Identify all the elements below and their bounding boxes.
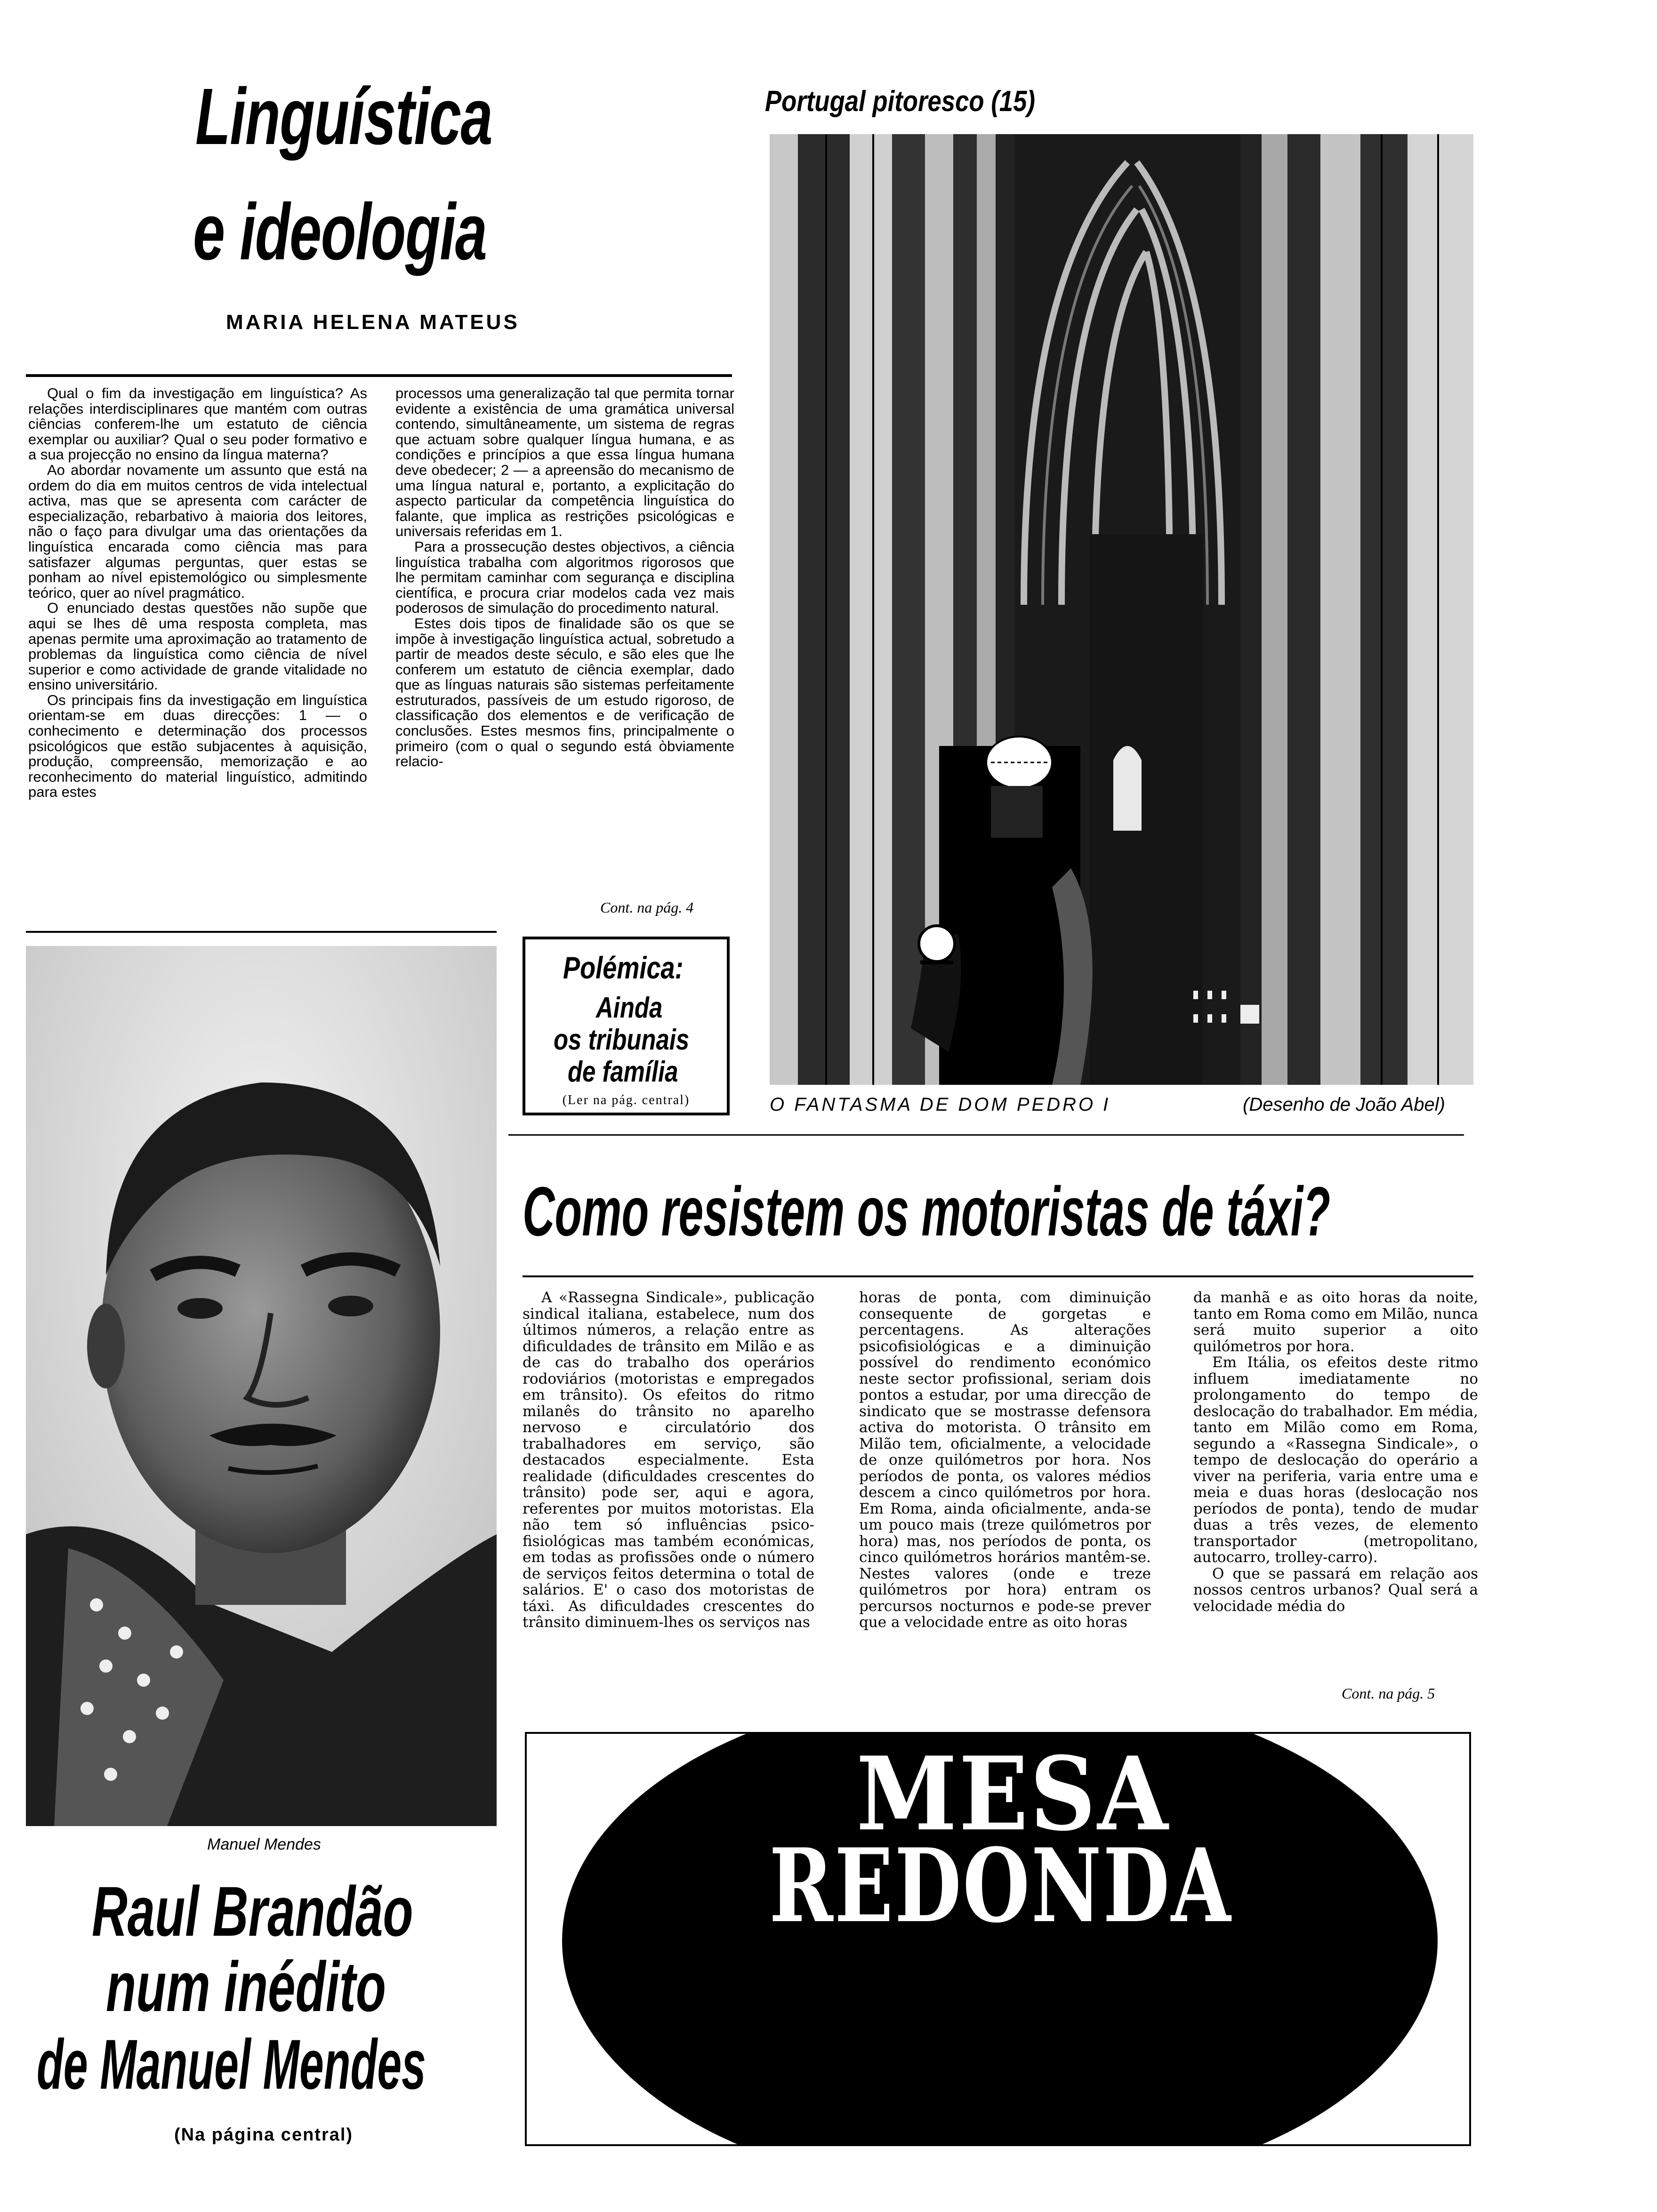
linguistica-column-1	[28, 386, 367, 915]
raul-title-line3: de Manuel Mendes	[37, 2025, 426, 2104]
paragraph: da manhã e as oito horas da noite, tanto em Roma como em Milão, nunca será muito superior a oito quilómetros por hora.	[1193, 1290, 1478, 1355]
polemica-line-3: de família	[568, 1056, 678, 1088]
mesa-redonda-line1: MESA	[856, 1734, 1170, 1853]
linguistica-column-2	[395, 386, 734, 915]
paragraph: horas de ponta, com diminuição consequente de gorgetas e percentagens. As alterações psicofisiológicas e a diminuição possível do rendimento económico neste sector profissional, seriam dois pontos a estudar, por uma direcção de sindicato que se mostrasse defensora activa do motorista. O trânsito em Milão tem, oficialmente, a velocidade de onze quilómetros por hora. Nos períodos de ponta, os valores médios descem a cinco quilómetros por hora. Em Roma, ainda oficialmente, anda-se um pouco mais (treze quilómetros por hora) mas, nos períodos de ponta, os cinco quilómetros horários mantêm-se. Nestes valores (onde e treze quilómetros por hora) entram os percursos nocturnos e pode-se prever que a velocidade entre as oito horas	[859, 1290, 1151, 1631]
portrait-image	[26, 946, 497, 1826]
portugal-header: Portugal pitoresco (15)	[765, 85, 1035, 118]
photo-caption: Manuel Mendes	[207, 1835, 321, 1853]
taxi-column-2	[859, 1290, 1151, 1713]
taxi-continued: Cont. na pág. 5	[1342, 1685, 1435, 1702]
polemica-title: Polémica:	[563, 950, 684, 985]
manuel-mendes-photo	[26, 946, 497, 1826]
paragraph: Qual o fim da investigação em linguística? As relações interdisciplinares que mantém com outras ciências conferem-lhe um estatuto de ciência exemplar ou auxiliar? Qual o seu poder formativo e a sua projecção no ensino da língua materna?	[28, 386, 367, 463]
taxi-column-1	[523, 1290, 814, 1713]
cathedral-illustration	[770, 134, 1473, 1085]
raul-title-line1: Raul Brandão	[92, 1872, 413, 1951]
polemica-note: (Ler na pág. central)	[562, 1093, 690, 1107]
paragraph: O que se passará em relação aos nossos centros urbanos? Qual será a velocidade média do	[1193, 1565, 1478, 1615]
paragraph: A «Rassegna Sindicale», publicação sindical italiana, estabelece, num dos últimos números, a relação entre as dificuldades de trânsito em Milão e as de cas do trabalho dos operários rodoviários (motoristas e empregados em trânsito). Os efeitos do ritmo milanês do trânsito no aparelho nervoso e circulatório dos trabalhadores em serviço, são destacados especialmente. Esta realidade (dificuldades crescentes do trânsito) pode ser, aqui e agora, referentes por muitos motoristas. Ela não tem só influências psico-fisiológicas mas também económicas, em todas as profissões onde o número de serviços feitos determina o total de salários. E' o caso dos motoristas de táxi. As dificuldades crescentes do trânsito diminuem-lhes os serviços nas	[523, 1290, 814, 1631]
cathedral-drawing	[770, 134, 1473, 1085]
taxi-headline-rule	[523, 1275, 1473, 1277]
paragraph: O enunciado destas questões não supõe que aqui se lhes dê uma resposta completa, mas apenas permite uma aproximação ao tratamento de problemas da linguística como ciência de nível superior e como actividade de grande vitalidade no ensino universitário.	[28, 600, 367, 693]
polemica-box[interactable]	[523, 937, 730, 1115]
paragraph: Ao abordar novamente um assunto que está na ordem do dia em muitos centros de vida intelectual activa, mas que se apresenta com carácter de especialização, rebarbativo à maioria dos leitores, não o faço para divulgar uma das orientações da linguística encarada como ciência mas para satisfazer algumas perguntas, quer estas se ponham ao nível epistemológico ou simplesmente teórico, quer ao nível pragmático.	[28, 461, 367, 601]
mesa-redonda-line2: REDONDA	[769, 1826, 1232, 1945]
paragraph: Estes dois tipos de finalidade são os que se impõe à investigação linguística actual, sobretudo a partir de meados deste século, e são eles que lhe conferem um estatuto de ciência exemplar, dado que as línguas naturais são sistemas perfeitamente estruturados, passíveis de um estudo rigoroso, de classificação dos elementos e de verificação de conclusões. Estes mesmos fins, principalmente o primeiro (com o qual o segundo está òbviamente relacio-	[395, 615, 734, 770]
linguistica-continued: Cont. na pág. 4	[600, 899, 694, 916]
paragraph: Os principais fins da investigação em linguística orientam-se em duas direcções: 1 — o conhecimento e determinação dos processos psicológicos que estão subjacentes à aquisição, produção, compreensão, memorização e ao reconhecimento do material linguístico, admitindo para estes	[28, 691, 367, 801]
paragraph: Em Itália, os efeitos deste ritmo influem imediatamente no prolongamento do tempo de deslocação do trabalhador. Em média, tanto em Milão como em Roma, segundo a «Rassegna Sindicale», o tempo de deslocação do operário a viver na periferia, varia entre uma e meia e duas horas (deslocação nos períodos de ponta), tendo de mudar duas a três vezes, de elemento transportador (metropolitano, autocarro, trolley-carro).	[1193, 1354, 1478, 1566]
taxi-column-3	[1193, 1290, 1478, 1675]
polemica-line-2: os tribunais	[554, 1024, 690, 1056]
portugal-credit: (Desenho de João Abel)	[1243, 1094, 1445, 1115]
mesa-redonda-graphic	[525, 1732, 1471, 2146]
linguistica-bottom-rule	[26, 931, 497, 933]
taxi-top-rule	[508, 1134, 1464, 1136]
portugal-caption: O FANTASMA DE DOM PEDRO I	[770, 1094, 1111, 1115]
paragraph: Para a prossecução destes objectivos, a ciência linguística trabalha com algoritmos rigorosos que lhe permitam caminhar com segurança e disciplina científica, e procura criar modelos cada vez mais poderosos de simulação do procedimento natural.	[395, 538, 734, 617]
paragraph: processos uma generalização tal que permita tornar evidente a existência de uma gramática universal contendo, simultâneamente, um sistema de regras que actuam sobre qualquer língua humana, e as condições e princípios a que essa língua humana deve obedecer; 2 — a apreensão do mecanismo de uma língua natural e, portanto, a explicitação do aspecto particular da competência linguística do falante, que implica as restrições psicológicas e universais referidas em 1.	[395, 386, 734, 540]
linguistica-title-line2: e ideologia	[193, 187, 487, 277]
linguistica-title-line1: Linguística	[195, 72, 492, 161]
linguistica-author: MARIA HELENA MATEUS	[226, 311, 520, 334]
linguistica-top-rule	[26, 374, 732, 377]
raul-note: (Na página central)	[174, 2125, 354, 2145]
raul-title-line2: num inédito	[106, 1947, 386, 2026]
polemica-line-1: Ainda	[596, 992, 663, 1024]
taxi-headline: Como resistem os motoristas de táxi?	[523, 1173, 1330, 1250]
